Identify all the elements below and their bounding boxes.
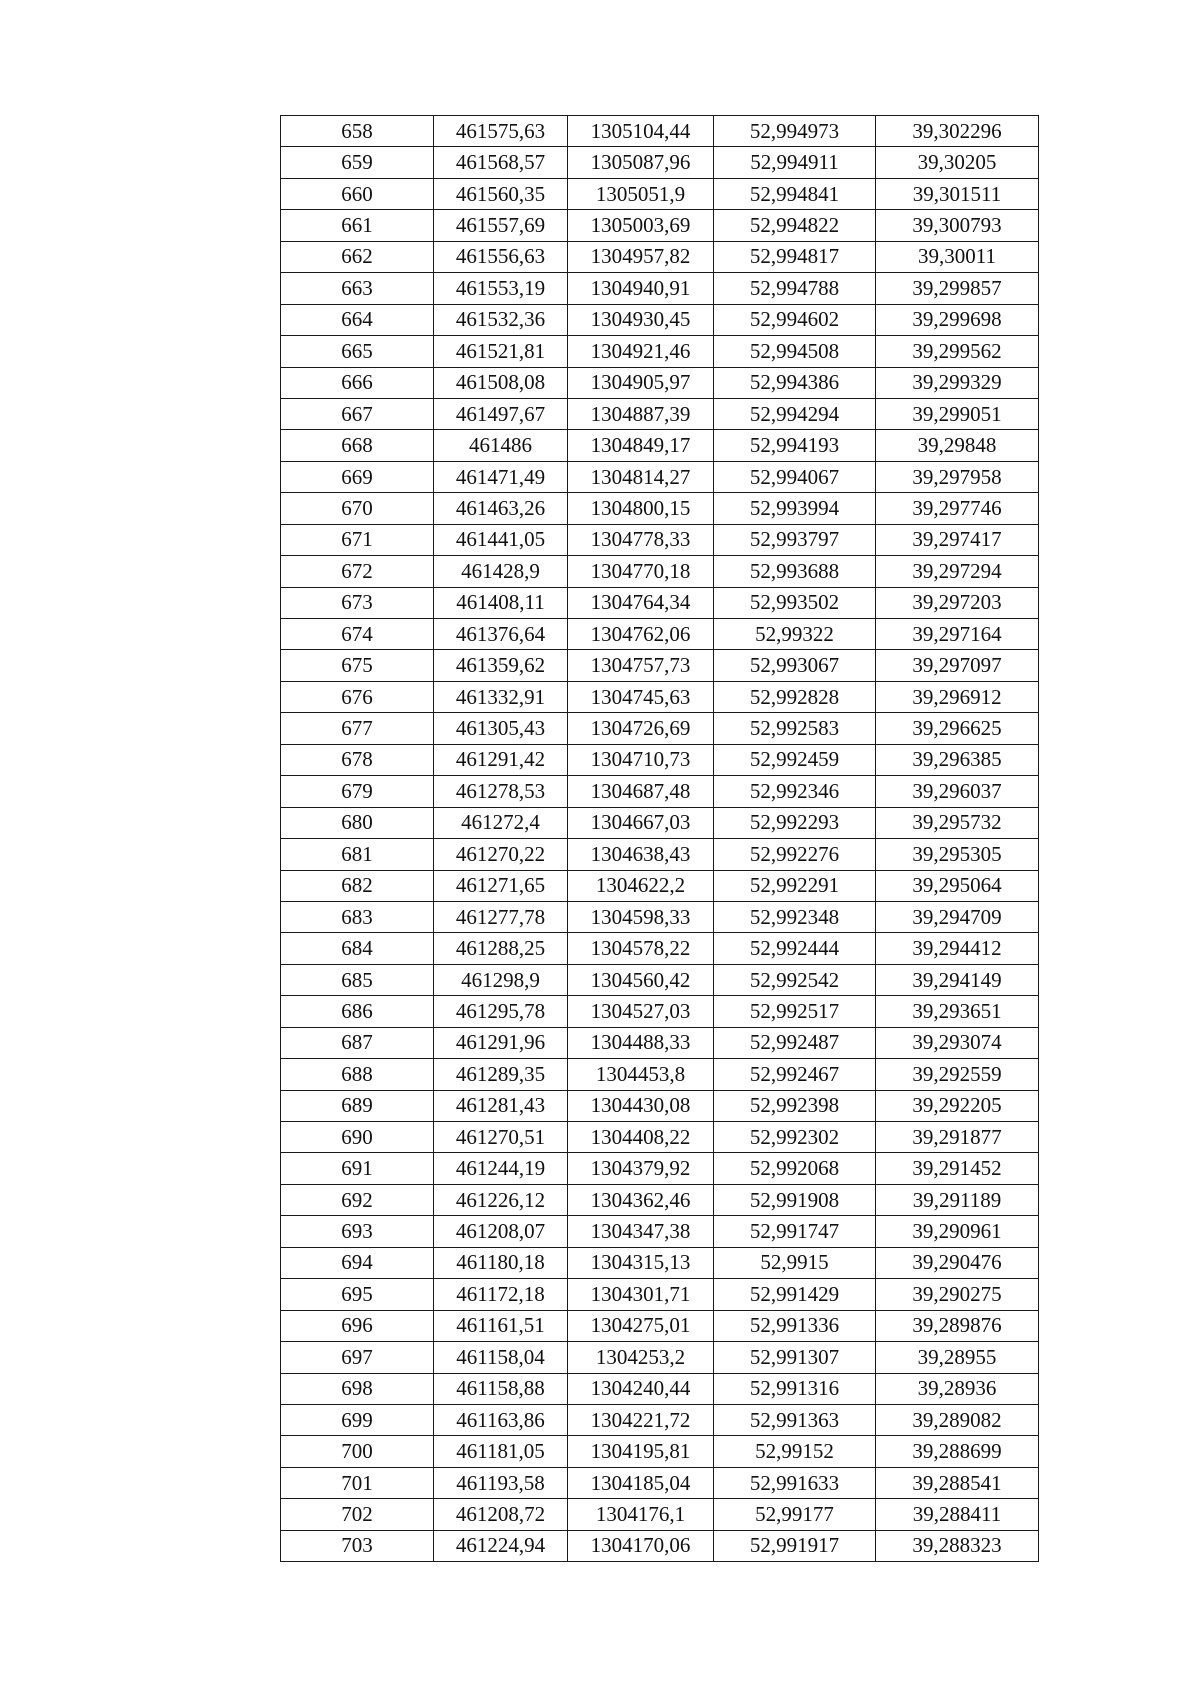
x-coordinate-cell: 461180,18 bbox=[434, 1247, 568, 1278]
longitude-cell: 39,289876 bbox=[876, 1310, 1039, 1341]
table-row bbox=[281, 524, 1039, 555]
x-coordinate-cell: 461408,11 bbox=[434, 587, 568, 618]
table-row bbox=[281, 1059, 1039, 1090]
x-coordinate-cell: 461181,05 bbox=[434, 1436, 568, 1467]
table-row bbox=[281, 398, 1039, 429]
coordinates-table bbox=[280, 115, 1039, 1562]
latitude-cell: 52,992346 bbox=[714, 776, 876, 807]
table-row bbox=[281, 493, 1039, 524]
point-number-cell: 681 bbox=[281, 839, 434, 870]
longitude-cell: 39,292205 bbox=[876, 1090, 1039, 1121]
latitude-cell: 52,994067 bbox=[714, 461, 876, 492]
longitude-cell: 39,288411 bbox=[876, 1499, 1039, 1530]
longitude-cell: 39,297097 bbox=[876, 650, 1039, 681]
latitude-cell: 52,994193 bbox=[714, 430, 876, 461]
y-coordinate-cell: 1304195,81 bbox=[568, 1436, 714, 1467]
y-coordinate-cell: 1304176,1 bbox=[568, 1499, 714, 1530]
x-coordinate-cell: 461289,35 bbox=[434, 1059, 568, 1090]
y-coordinate-cell: 1304598,33 bbox=[568, 901, 714, 932]
y-coordinate-cell: 1304745,63 bbox=[568, 681, 714, 712]
longitude-cell: 39,297417 bbox=[876, 524, 1039, 555]
x-coordinate-cell: 461172,18 bbox=[434, 1279, 568, 1310]
point-number-cell: 686 bbox=[281, 996, 434, 1027]
x-coordinate-cell: 461288,25 bbox=[434, 933, 568, 964]
table-row bbox=[281, 776, 1039, 807]
table-row bbox=[281, 933, 1039, 964]
point-number-cell: 703 bbox=[281, 1530, 434, 1561]
y-coordinate-cell: 1304764,34 bbox=[568, 587, 714, 618]
table-row bbox=[281, 367, 1039, 398]
latitude-cell: 52,992276 bbox=[714, 839, 876, 870]
point-number-cell: 661 bbox=[281, 210, 434, 241]
y-coordinate-cell: 1305087,96 bbox=[568, 147, 714, 178]
point-number-cell: 674 bbox=[281, 619, 434, 650]
point-number-cell: 690 bbox=[281, 1122, 434, 1153]
point-number-cell: 682 bbox=[281, 870, 434, 901]
longitude-cell: 39,299698 bbox=[876, 304, 1039, 335]
x-coordinate-cell: 461291,42 bbox=[434, 744, 568, 775]
x-coordinate-cell: 461270,51 bbox=[434, 1122, 568, 1153]
y-coordinate-cell: 1304940,91 bbox=[568, 273, 714, 304]
longitude-cell: 39,288323 bbox=[876, 1530, 1039, 1561]
point-number-cell: 675 bbox=[281, 650, 434, 681]
y-coordinate-cell: 1304379,92 bbox=[568, 1153, 714, 1184]
table-row bbox=[281, 1342, 1039, 1373]
latitude-cell: 52,992293 bbox=[714, 807, 876, 838]
y-coordinate-cell: 1304453,8 bbox=[568, 1059, 714, 1090]
longitude-cell: 39,288699 bbox=[876, 1436, 1039, 1467]
longitude-cell: 39,293651 bbox=[876, 996, 1039, 1027]
x-coordinate-cell: 461497,67 bbox=[434, 398, 568, 429]
x-coordinate-cell: 461486 bbox=[434, 430, 568, 461]
y-coordinate-cell: 1304726,69 bbox=[568, 713, 714, 744]
point-number-cell: 664 bbox=[281, 304, 434, 335]
longitude-cell: 39,296625 bbox=[876, 713, 1039, 744]
y-coordinate-cell: 1304638,43 bbox=[568, 839, 714, 870]
point-number-cell: 679 bbox=[281, 776, 434, 807]
y-coordinate-cell: 1304930,45 bbox=[568, 304, 714, 335]
latitude-cell: 52,991917 bbox=[714, 1530, 876, 1561]
latitude-cell: 52,993994 bbox=[714, 493, 876, 524]
table-row bbox=[281, 996, 1039, 1027]
latitude-cell: 52,991429 bbox=[714, 1279, 876, 1310]
latitude-cell: 52,992467 bbox=[714, 1059, 876, 1090]
latitude-cell: 52,9915 bbox=[714, 1247, 876, 1278]
point-number-cell: 673 bbox=[281, 587, 434, 618]
point-number-cell: 683 bbox=[281, 901, 434, 932]
y-coordinate-cell: 1304347,38 bbox=[568, 1216, 714, 1247]
table-row bbox=[281, 1184, 1039, 1215]
table-row bbox=[281, 273, 1039, 304]
x-coordinate-cell: 461193,58 bbox=[434, 1467, 568, 1498]
longitude-cell: 39,28936 bbox=[876, 1373, 1039, 1404]
longitude-cell: 39,30011 bbox=[876, 241, 1039, 272]
y-coordinate-cell: 1304253,2 bbox=[568, 1342, 714, 1373]
point-number-cell: 660 bbox=[281, 178, 434, 209]
table-row bbox=[281, 807, 1039, 838]
table-row bbox=[281, 1153, 1039, 1184]
point-number-cell: 695 bbox=[281, 1279, 434, 1310]
table-row bbox=[281, 839, 1039, 870]
latitude-cell: 52,992348 bbox=[714, 901, 876, 932]
point-number-cell: 658 bbox=[281, 116, 434, 147]
longitude-cell: 39,297294 bbox=[876, 556, 1039, 587]
table-row bbox=[281, 241, 1039, 272]
longitude-cell: 39,290961 bbox=[876, 1216, 1039, 1247]
point-number-cell: 672 bbox=[281, 556, 434, 587]
x-coordinate-cell: 461272,4 bbox=[434, 807, 568, 838]
latitude-cell: 52,993688 bbox=[714, 556, 876, 587]
latitude-cell: 52,994602 bbox=[714, 304, 876, 335]
latitude-cell: 52,991747 bbox=[714, 1216, 876, 1247]
y-coordinate-cell: 1304408,22 bbox=[568, 1122, 714, 1153]
latitude-cell: 52,993502 bbox=[714, 587, 876, 618]
latitude-cell: 52,991307 bbox=[714, 1342, 876, 1373]
point-number-cell: 702 bbox=[281, 1499, 434, 1530]
table-row bbox=[281, 304, 1039, 335]
table-row bbox=[281, 210, 1039, 241]
longitude-cell: 39,297958 bbox=[876, 461, 1039, 492]
table-row bbox=[281, 1467, 1039, 1498]
longitude-cell: 39,292559 bbox=[876, 1059, 1039, 1090]
point-number-cell: 687 bbox=[281, 1027, 434, 1058]
longitude-cell: 39,290476 bbox=[876, 1247, 1039, 1278]
point-number-cell: 663 bbox=[281, 273, 434, 304]
longitude-cell: 39,296385 bbox=[876, 744, 1039, 775]
table-row bbox=[281, 1279, 1039, 1310]
y-coordinate-cell: 1304527,03 bbox=[568, 996, 714, 1027]
longitude-cell: 39,296037 bbox=[876, 776, 1039, 807]
latitude-cell: 52,991336 bbox=[714, 1310, 876, 1341]
latitude-cell: 52,992517 bbox=[714, 996, 876, 1027]
x-coordinate-cell: 461277,78 bbox=[434, 901, 568, 932]
x-coordinate-cell: 461521,81 bbox=[434, 336, 568, 367]
x-coordinate-cell: 461463,26 bbox=[434, 493, 568, 524]
x-coordinate-cell: 461441,05 bbox=[434, 524, 568, 555]
y-coordinate-cell: 1304957,82 bbox=[568, 241, 714, 272]
x-coordinate-cell: 461291,96 bbox=[434, 1027, 568, 1058]
table-row bbox=[281, 1216, 1039, 1247]
longitude-cell: 39,295305 bbox=[876, 839, 1039, 870]
table-row bbox=[281, 650, 1039, 681]
longitude-cell: 39,294709 bbox=[876, 901, 1039, 932]
latitude-cell: 52,993067 bbox=[714, 650, 876, 681]
longitude-cell: 39,295064 bbox=[876, 870, 1039, 901]
latitude-cell: 52,992542 bbox=[714, 964, 876, 995]
x-coordinate-cell: 461428,9 bbox=[434, 556, 568, 587]
longitude-cell: 39,300793 bbox=[876, 210, 1039, 241]
table-row bbox=[281, 336, 1039, 367]
point-number-cell: 662 bbox=[281, 241, 434, 272]
x-coordinate-cell: 461471,49 bbox=[434, 461, 568, 492]
latitude-cell: 52,992487 bbox=[714, 1027, 876, 1058]
x-coordinate-cell: 461226,12 bbox=[434, 1184, 568, 1215]
y-coordinate-cell: 1304560,42 bbox=[568, 964, 714, 995]
y-coordinate-cell: 1304430,08 bbox=[568, 1090, 714, 1121]
point-number-cell: 692 bbox=[281, 1184, 434, 1215]
y-coordinate-cell: 1304170,06 bbox=[568, 1530, 714, 1561]
longitude-cell: 39,302296 bbox=[876, 116, 1039, 147]
x-coordinate-cell: 461270,22 bbox=[434, 839, 568, 870]
latitude-cell: 52,991316 bbox=[714, 1373, 876, 1404]
latitude-cell: 52,992459 bbox=[714, 744, 876, 775]
point-number-cell: 678 bbox=[281, 744, 434, 775]
x-coordinate-cell: 461557,69 bbox=[434, 210, 568, 241]
y-coordinate-cell: 1304315,13 bbox=[568, 1247, 714, 1278]
x-coordinate-cell: 461163,86 bbox=[434, 1404, 568, 1435]
longitude-cell: 39,299857 bbox=[876, 273, 1039, 304]
point-number-cell: 680 bbox=[281, 807, 434, 838]
table-row bbox=[281, 713, 1039, 744]
table-row bbox=[281, 1310, 1039, 1341]
table-row bbox=[281, 901, 1039, 932]
x-coordinate-cell: 461224,94 bbox=[434, 1530, 568, 1561]
longitude-cell: 39,295732 bbox=[876, 807, 1039, 838]
y-coordinate-cell: 1304849,17 bbox=[568, 430, 714, 461]
x-coordinate-cell: 461332,91 bbox=[434, 681, 568, 712]
y-coordinate-cell: 1305104,44 bbox=[568, 116, 714, 147]
latitude-cell: 52,99177 bbox=[714, 1499, 876, 1530]
y-coordinate-cell: 1304887,39 bbox=[568, 398, 714, 429]
y-coordinate-cell: 1304770,18 bbox=[568, 556, 714, 587]
latitude-cell: 52,99322 bbox=[714, 619, 876, 650]
y-coordinate-cell: 1304221,72 bbox=[568, 1404, 714, 1435]
longitude-cell: 39,289082 bbox=[876, 1404, 1039, 1435]
point-number-cell: 677 bbox=[281, 713, 434, 744]
y-coordinate-cell: 1304240,44 bbox=[568, 1373, 714, 1404]
longitude-cell: 39,299051 bbox=[876, 398, 1039, 429]
y-coordinate-cell: 1304488,33 bbox=[568, 1027, 714, 1058]
x-coordinate-cell: 461158,88 bbox=[434, 1373, 568, 1404]
point-number-cell: 684 bbox=[281, 933, 434, 964]
y-coordinate-cell: 1304301,71 bbox=[568, 1279, 714, 1310]
x-coordinate-cell: 461359,62 bbox=[434, 650, 568, 681]
point-number-cell: 697 bbox=[281, 1342, 434, 1373]
point-number-cell: 693 bbox=[281, 1216, 434, 1247]
latitude-cell: 52,992828 bbox=[714, 681, 876, 712]
latitude-cell: 52,994973 bbox=[714, 116, 876, 147]
table-row bbox=[281, 556, 1039, 587]
x-coordinate-cell: 461568,57 bbox=[434, 147, 568, 178]
point-number-cell: 691 bbox=[281, 1153, 434, 1184]
latitude-cell: 52,994841 bbox=[714, 178, 876, 209]
table-row bbox=[281, 1027, 1039, 1058]
table-row bbox=[281, 870, 1039, 901]
y-coordinate-cell: 1304687,48 bbox=[568, 776, 714, 807]
longitude-cell: 39,297203 bbox=[876, 587, 1039, 618]
latitude-cell: 52,992291 bbox=[714, 870, 876, 901]
longitude-cell: 39,299562 bbox=[876, 336, 1039, 367]
point-number-cell: 668 bbox=[281, 430, 434, 461]
y-coordinate-cell: 1304667,03 bbox=[568, 807, 714, 838]
point-number-cell: 689 bbox=[281, 1090, 434, 1121]
y-coordinate-cell: 1304905,97 bbox=[568, 367, 714, 398]
point-number-cell: 665 bbox=[281, 336, 434, 367]
table-row bbox=[281, 430, 1039, 461]
x-coordinate-cell: 461295,78 bbox=[434, 996, 568, 1027]
point-number-cell: 659 bbox=[281, 147, 434, 178]
y-coordinate-cell: 1304275,01 bbox=[568, 1310, 714, 1341]
y-coordinate-cell: 1304757,73 bbox=[568, 650, 714, 681]
table-row bbox=[281, 1530, 1039, 1561]
latitude-cell: 52,992398 bbox=[714, 1090, 876, 1121]
y-coordinate-cell: 1304778,33 bbox=[568, 524, 714, 555]
table-row bbox=[281, 461, 1039, 492]
longitude-cell: 39,301511 bbox=[876, 178, 1039, 209]
latitude-cell: 52,991363 bbox=[714, 1404, 876, 1435]
y-coordinate-cell: 1304362,46 bbox=[568, 1184, 714, 1215]
latitude-cell: 52,991908 bbox=[714, 1184, 876, 1215]
x-coordinate-cell: 461575,63 bbox=[434, 116, 568, 147]
latitude-cell: 52,994386 bbox=[714, 367, 876, 398]
x-coordinate-cell: 461244,19 bbox=[434, 1153, 568, 1184]
latitude-cell: 52,994822 bbox=[714, 210, 876, 241]
y-coordinate-cell: 1304921,46 bbox=[568, 336, 714, 367]
y-coordinate-cell: 1304578,22 bbox=[568, 933, 714, 964]
table-row bbox=[281, 1499, 1039, 1530]
table-row bbox=[281, 147, 1039, 178]
y-coordinate-cell: 1305051,9 bbox=[568, 178, 714, 209]
point-number-cell: 667 bbox=[281, 398, 434, 429]
x-coordinate-cell: 461560,35 bbox=[434, 178, 568, 209]
latitude-cell: 52,992444 bbox=[714, 933, 876, 964]
x-coordinate-cell: 461208,07 bbox=[434, 1216, 568, 1247]
table-row bbox=[281, 744, 1039, 775]
table-row bbox=[281, 1122, 1039, 1153]
x-coordinate-cell: 461281,43 bbox=[434, 1090, 568, 1121]
y-coordinate-cell: 1304710,73 bbox=[568, 744, 714, 775]
x-coordinate-cell: 461376,64 bbox=[434, 619, 568, 650]
x-coordinate-cell: 461298,9 bbox=[434, 964, 568, 995]
x-coordinate-cell: 461271,65 bbox=[434, 870, 568, 901]
table-row bbox=[281, 619, 1039, 650]
table-row bbox=[281, 1090, 1039, 1121]
longitude-cell: 39,293074 bbox=[876, 1027, 1039, 1058]
point-number-cell: 699 bbox=[281, 1404, 434, 1435]
longitude-cell: 39,28955 bbox=[876, 1342, 1039, 1373]
point-number-cell: 698 bbox=[281, 1373, 434, 1404]
x-coordinate-cell: 461208,72 bbox=[434, 1499, 568, 1530]
x-coordinate-cell: 461508,08 bbox=[434, 367, 568, 398]
longitude-cell: 39,288541 bbox=[876, 1467, 1039, 1498]
point-number-cell: 666 bbox=[281, 367, 434, 398]
longitude-cell: 39,294412 bbox=[876, 933, 1039, 964]
x-coordinate-cell: 461305,43 bbox=[434, 713, 568, 744]
point-number-cell: 700 bbox=[281, 1436, 434, 1467]
longitude-cell: 39,297164 bbox=[876, 619, 1039, 650]
longitude-cell: 39,30205 bbox=[876, 147, 1039, 178]
point-number-cell: 670 bbox=[281, 493, 434, 524]
table-row bbox=[281, 1404, 1039, 1435]
longitude-cell: 39,291189 bbox=[876, 1184, 1039, 1215]
latitude-cell: 52,992068 bbox=[714, 1153, 876, 1184]
table-row bbox=[281, 1436, 1039, 1467]
point-number-cell: 694 bbox=[281, 1247, 434, 1278]
y-coordinate-cell: 1304185,04 bbox=[568, 1467, 714, 1498]
latitude-cell: 52,991633 bbox=[714, 1467, 876, 1498]
longitude-cell: 39,296912 bbox=[876, 681, 1039, 712]
longitude-cell: 39,291877 bbox=[876, 1122, 1039, 1153]
x-coordinate-cell: 461278,53 bbox=[434, 776, 568, 807]
latitude-cell: 52,994508 bbox=[714, 336, 876, 367]
table-row bbox=[281, 1373, 1039, 1404]
latitude-cell: 52,992302 bbox=[714, 1122, 876, 1153]
table-row bbox=[281, 587, 1039, 618]
table-row bbox=[281, 681, 1039, 712]
x-coordinate-cell: 461158,04 bbox=[434, 1342, 568, 1373]
y-coordinate-cell: 1304762,06 bbox=[568, 619, 714, 650]
table-row bbox=[281, 178, 1039, 209]
y-coordinate-cell: 1304800,15 bbox=[568, 493, 714, 524]
point-number-cell: 696 bbox=[281, 1310, 434, 1341]
latitude-cell: 52,99152 bbox=[714, 1436, 876, 1467]
point-number-cell: 701 bbox=[281, 1467, 434, 1498]
x-coordinate-cell: 461556,63 bbox=[434, 241, 568, 272]
table-row bbox=[281, 1247, 1039, 1278]
x-coordinate-cell: 461532,36 bbox=[434, 304, 568, 335]
longitude-cell: 39,29848 bbox=[876, 430, 1039, 461]
latitude-cell: 52,994817 bbox=[714, 241, 876, 272]
latitude-cell: 52,994294 bbox=[714, 398, 876, 429]
latitude-cell: 52,992583 bbox=[714, 713, 876, 744]
table-row bbox=[281, 116, 1039, 147]
longitude-cell: 39,294149 bbox=[876, 964, 1039, 995]
longitude-cell: 39,290275 bbox=[876, 1279, 1039, 1310]
coordinates-table-body bbox=[281, 116, 1039, 1562]
point-number-cell: 671 bbox=[281, 524, 434, 555]
table-row bbox=[281, 964, 1039, 995]
point-number-cell: 676 bbox=[281, 681, 434, 712]
latitude-cell: 52,993797 bbox=[714, 524, 876, 555]
y-coordinate-cell: 1304622,2 bbox=[568, 870, 714, 901]
x-coordinate-cell: 461553,19 bbox=[434, 273, 568, 304]
latitude-cell: 52,994788 bbox=[714, 273, 876, 304]
point-number-cell: 685 bbox=[281, 964, 434, 995]
point-number-cell: 688 bbox=[281, 1059, 434, 1090]
point-number-cell: 669 bbox=[281, 461, 434, 492]
longitude-cell: 39,299329 bbox=[876, 367, 1039, 398]
y-coordinate-cell: 1305003,69 bbox=[568, 210, 714, 241]
y-coordinate-cell: 1304814,27 bbox=[568, 461, 714, 492]
latitude-cell: 52,994911 bbox=[714, 147, 876, 178]
longitude-cell: 39,291452 bbox=[876, 1153, 1039, 1184]
longitude-cell: 39,297746 bbox=[876, 493, 1039, 524]
x-coordinate-cell: 461161,51 bbox=[434, 1310, 568, 1341]
